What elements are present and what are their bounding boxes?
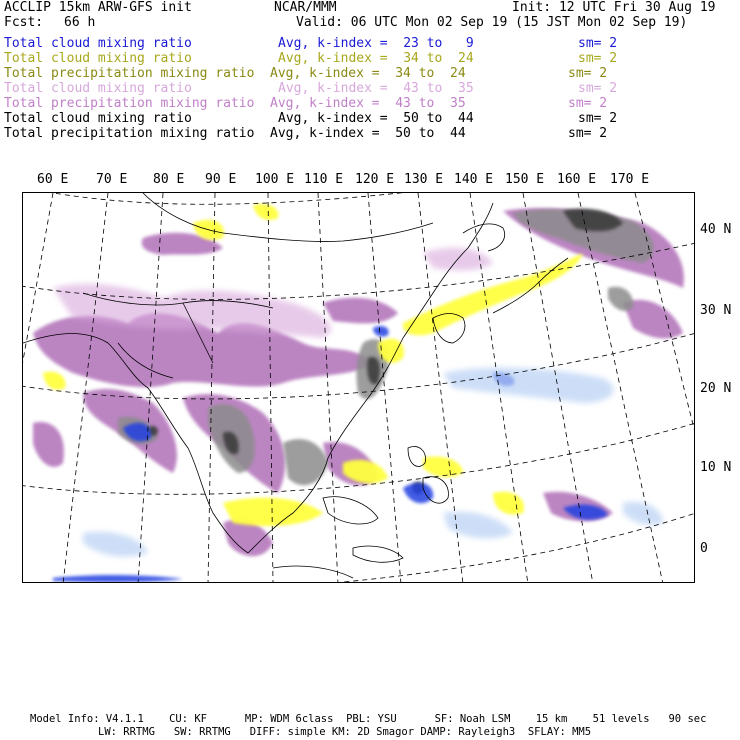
- legend-4-desc: Avg, k-index = 43 to 35: [270, 96, 466, 111]
- legend-2-sm: sm= 2: [568, 66, 608, 81]
- map-canvas: [23, 193, 695, 583]
- legend-4-sm: sm= 2: [568, 96, 608, 111]
- lat-label-30n: 30 N: [700, 303, 732, 318]
- legend-2-desc: Avg, k-index = 34 to 24: [270, 66, 466, 81]
- lon-label-170e: 170 E: [610, 172, 650, 187]
- lon-label-160e: 160 E: [557, 172, 597, 187]
- legend-6-name: Total precipitation mixing ratio: [4, 126, 255, 141]
- legend-0-name: Total cloud mixing ratio: [4, 36, 192, 51]
- legend-3-sm: sm= 2: [578, 81, 618, 96]
- legend-5-desc: Avg, k-index = 50 to 44: [278, 111, 474, 126]
- lon-label-130e: 130 E: [404, 172, 444, 187]
- legend-1-name: Total cloud mixing ratio: [4, 51, 192, 66]
- legend-1-sm: sm= 2: [578, 51, 618, 66]
- legend-6-desc: Avg, k-index = 50 to 44: [270, 126, 466, 141]
- init-time: Init: 12 UTC Fri 30 Aug 19: [512, 0, 716, 15]
- lat-label-10n: 10 N: [700, 460, 732, 475]
- lon-label-120e: 120 E: [355, 172, 395, 187]
- lon-label-70e: 70 E: [96, 172, 128, 187]
- legend-3-name: Total cloud mixing ratio: [4, 81, 192, 96]
- legend-5-sm: sm= 2: [578, 111, 618, 126]
- forecast-label: Fcst:: [4, 15, 44, 30]
- lat-label-0: 0: [700, 541, 708, 556]
- lon-label-90e: 90 E: [205, 172, 237, 187]
- legend-5-name: Total cloud mixing ratio: [4, 111, 192, 126]
- lon-label-150e: 150 E: [505, 172, 545, 187]
- organization-label: NCAR/MMM: [274, 0, 337, 15]
- lon-label-80e: 80 E: [153, 172, 185, 187]
- valid-time: Valid: 06 UTC Mon 02 Sep 19 (15 JST Mon 02 Sep 19): [296, 15, 688, 30]
- legend-2-name: Total precipitation mixing ratio: [4, 66, 255, 81]
- legend-1-desc: Avg, k-index = 34 to 24: [278, 51, 474, 66]
- legend-0-desc: Avg, k-index = 23 to 9: [278, 36, 474, 51]
- lon-label-100e: 100 E: [255, 172, 295, 187]
- legend-0-sm: sm= 2: [578, 36, 618, 51]
- legend-3-desc: Avg, k-index = 43 to 35: [278, 81, 474, 96]
- model-info-line-2: LW: RRTMG SW: RRTMG DIFF: simple KM: 2D Smagor DAMP: Rayleigh3 SFLAY: MM5: [98, 726, 592, 738]
- lat-label-40n: 40 N: [700, 222, 732, 237]
- forecast-hour: 66 h: [64, 15, 96, 30]
- lon-label-60e: 60 E: [37, 172, 69, 187]
- forecast-map: [22, 192, 695, 583]
- legend-4-name: Total precipitation mixing ratio: [4, 96, 255, 111]
- model-info-line-1: Model Info: V4.1.1 CU: KF MP: WDM 6class PBL: YSU SF: Noah LSM 15 km 51 levels 90 sec: [30, 713, 707, 725]
- model-title: ACCLIP 15km ARW-GFS init: [4, 0, 192, 15]
- lat-label-20n: 20 N: [700, 381, 732, 396]
- lon-label-140e: 140 E: [454, 172, 494, 187]
- lon-label-110e: 110 E: [304, 172, 344, 187]
- legend-6-sm: sm= 2: [568, 126, 608, 141]
